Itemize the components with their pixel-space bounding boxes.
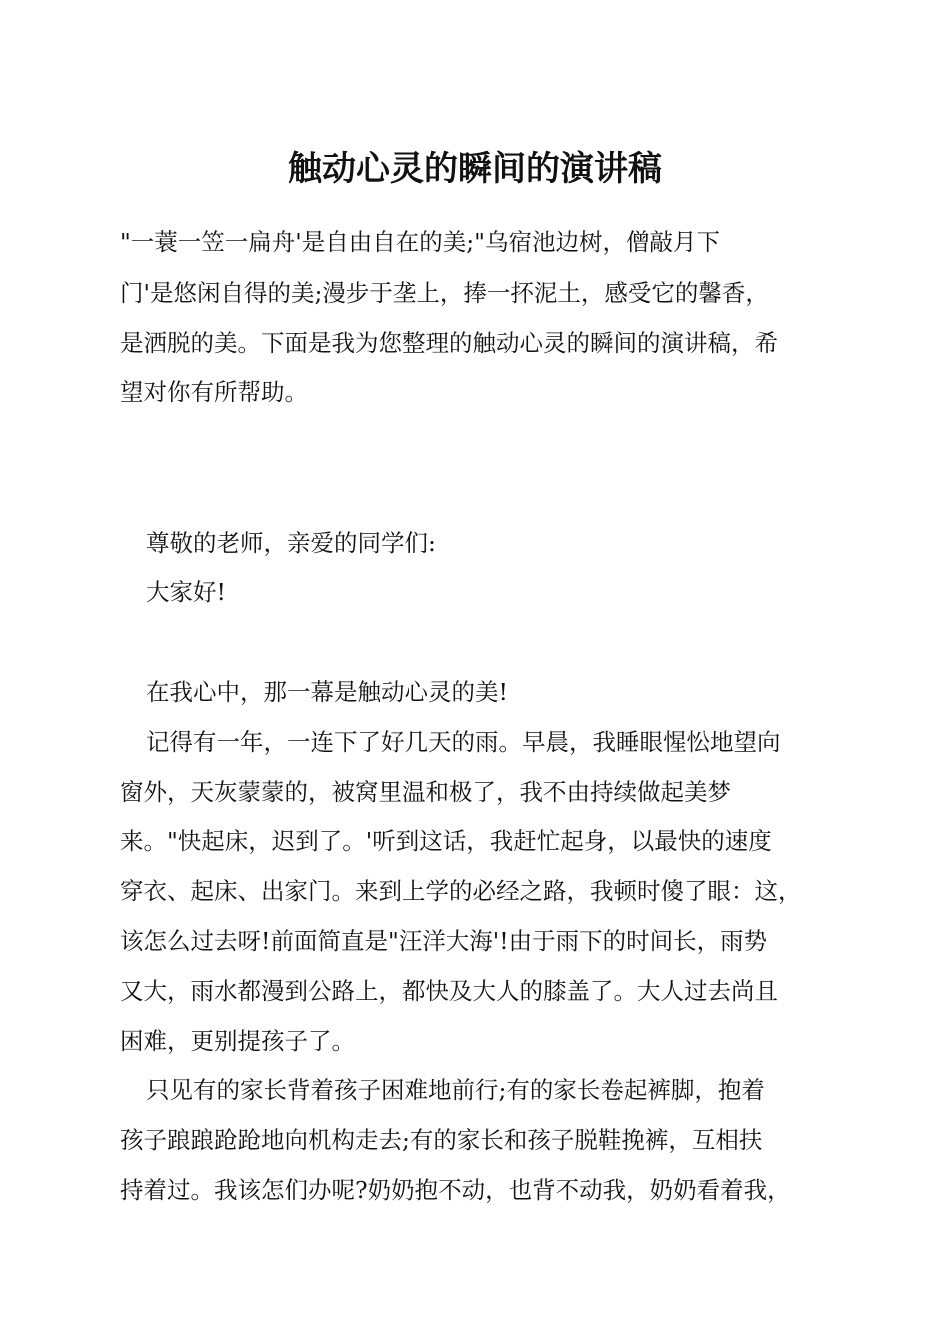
paragraph1-line-2: 窗外，天灰蒙蒙的，被窝里温和极了，我不由持续做起美梦 [120,778,731,806]
paragraph1-line-6: 又大，雨水都漫到公路上，都快及大人的膝盖了。大人过去尚且 [120,977,778,1005]
intro-line-1: "一蓑一笠一扁舟'是自由自在的美;"乌宿池边树，僧敲月下 [120,228,720,256]
hello-line: 大家好! [146,578,226,606]
document-title: 触动心灵的瞬间的演讲稿 [288,149,662,189]
paragraph1-line-4: 穿衣、起床、出家门。来到上学的必经之路，我顿时傻了眼：这， [120,877,802,905]
paragraph1-line-3: 来。"快起床，迟到了。'听到这话，我赶忙起身，以最快的速度 [120,827,772,855]
greeting-line: 尊敬的老师，亲爱的同学们: [146,529,436,557]
opening-line: 在我心中，那一幕是触动心灵的美! [146,678,508,706]
intro-line-4: 望对你有所帮助。 [120,378,308,406]
intro-line-2: 门'是悠闲自得的美;漫步于垄上，捧一抔泥土，感受它的馨香， [120,279,769,307]
paragraph1-line-5: 该怎么过去呀!前面简直是"汪洋大海'!由于雨下的时间长，雨势 [120,927,768,955]
paragraph2-line-3: 持着过。我该怎们办呢?奶奶抱不动，也背不动我，奶奶看着我， [120,1176,791,1204]
paragraph1-line-7: 困难，更别提孩子了。 [120,1027,355,1055]
paragraph2-line-1: 只见有的家长背着孩子困难地前行;有的家长卷起裤脚，抱着 [146,1076,765,1104]
intro-line-3: 是洒脱的美。下面是我为您整理的触动心灵的瞬间的演讲稿，希 [120,329,778,357]
paragraph2-line-2: 孩子踉踉跄跄地向机构走去;有的家长和孩子脱鞋挽裤，互相扶 [120,1126,763,1154]
paragraph1-line-1: 记得有一年，一连下了好几天的雨。早晨，我睡眼惺忪地望向 [146,728,781,756]
